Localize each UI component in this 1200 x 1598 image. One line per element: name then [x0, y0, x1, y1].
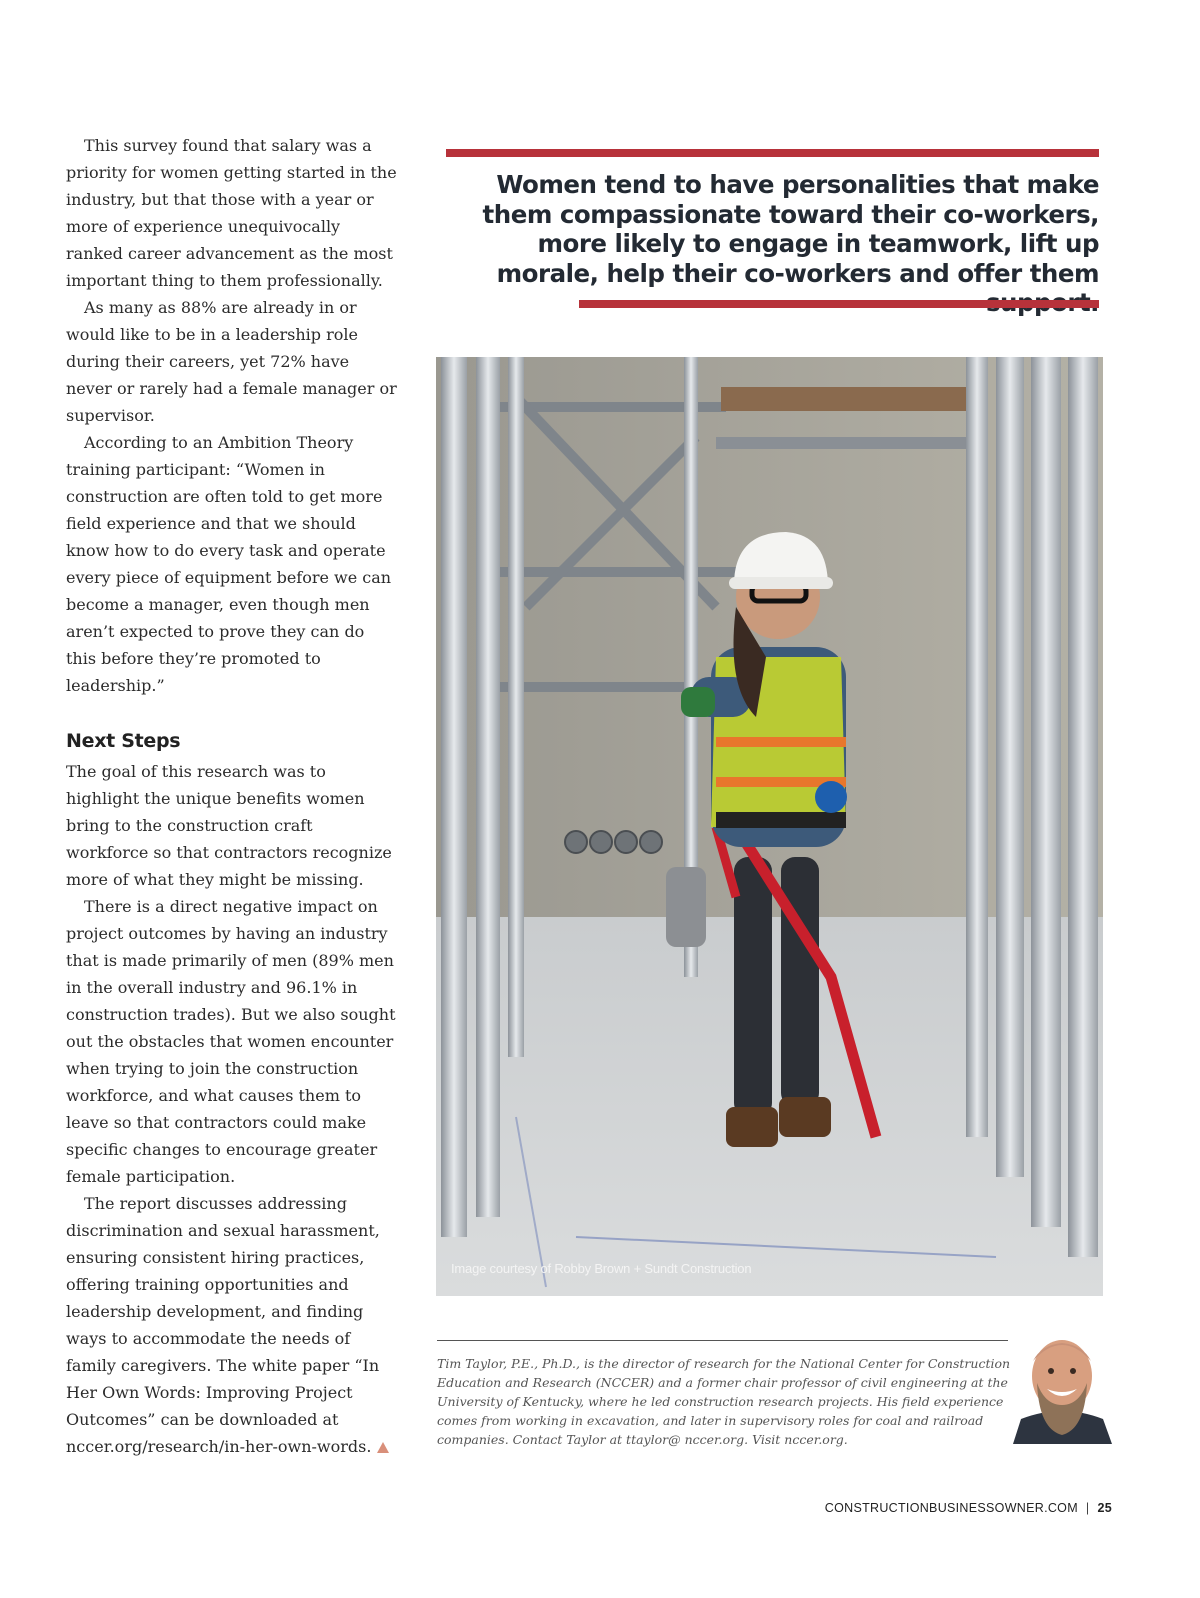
pull-quote-bottom-rule: [579, 300, 1099, 308]
photo-credit: Image courtesy of Robby Brown + Sundt Construction: [451, 1261, 752, 1276]
footer-site: CONSTRUCTIONBUSINESSOWNER.COM: [824, 1501, 1078, 1515]
article-body: [66, 132, 398, 1460]
author-portrait-illustration: [1013, 1331, 1112, 1444]
page-number: 25: [1097, 1501, 1112, 1515]
pull-quote: Women tend to have personalities that make them compassionate toward their co-workers, more likely to engage in teamwork, lift up morale, help their co-workers and offer them: [482, 170, 1099, 288]
article-paragraph: The goal of this research was to highlight the unique benefits women bring to the construction craft workforce so that contractors recognize more of what they might be missing.: [66, 762, 392, 889]
worker-photo: [436, 357, 1103, 1296]
author-headshot: [1013, 1331, 1112, 1444]
author-bio: Tim Taylor, P.E., Ph.D., is the director of research for the National Center for Construction Education and Research (NCCER) and a former chair professor of civil engineering at the University of Kentucky, where he led construction research projects. His field experience comes from working in excavation, and later in supervisory roles for coal and railroad companies. Contact Taylor at ttaylor@ nccer.org. Visit nccer.org.: [437, 1356, 1011, 1447]
section-heading: Next Steps: [66, 730, 181, 752]
pull-quote-top-rule: [446, 149, 1099, 157]
article-paragraph-text: The report discusses addressing discrimination and sexual harassment, ensuring consistent hiring practices, offering training opportunities and leadership development, and finding ways to accommodate the needs of family caregivers. The white paper “In Her Own Words: Improving Project Outcomes” can be downloaded at nccer.org/research/in-her-own-words.: [66, 1194, 380, 1456]
article-paragraph-last: [66, 1190, 398, 1460]
article-paragraph: There is a direct negative impact on project outcomes by having an industry that is made primarily of men (89% men in the overall industry and 96.1% in construction trades). But we also sought out the obstacles that women encounter when trying to join the construction workforce, and what causes them to leave so that contractors could make specific changes to encourage greater female participation.: [66, 897, 396, 1186]
construction-scene-illustration: [436, 357, 1103, 1296]
end-mark-icon: [377, 1442, 389, 1453]
article-paragraph: As many as 88% are already in or would like to be in a leadership role during their careers, yet 72% have never or rarely had a female manager or supervisor.: [66, 298, 397, 425]
footer-separator: |: [1085, 1501, 1090, 1515]
page-footer: [825, 1501, 1112, 1515]
article-paragraph: This survey found that salary was a priority for women getting started in the industry, but that those with a year or more of experience unequivocally ranked career advancement as the most important thing to them professionally.: [66, 136, 397, 290]
article-paragraph: According to an Ambition Theory training participant: “Women in construction are often told to get more field experience and that we should know how to do every task and operate every piece of equipment before we can become a manager, even though men aren’t expected to prove they can do this before they’re promoted to leadership.”: [66, 433, 392, 695]
bio-divider: [437, 1340, 1008, 1341]
